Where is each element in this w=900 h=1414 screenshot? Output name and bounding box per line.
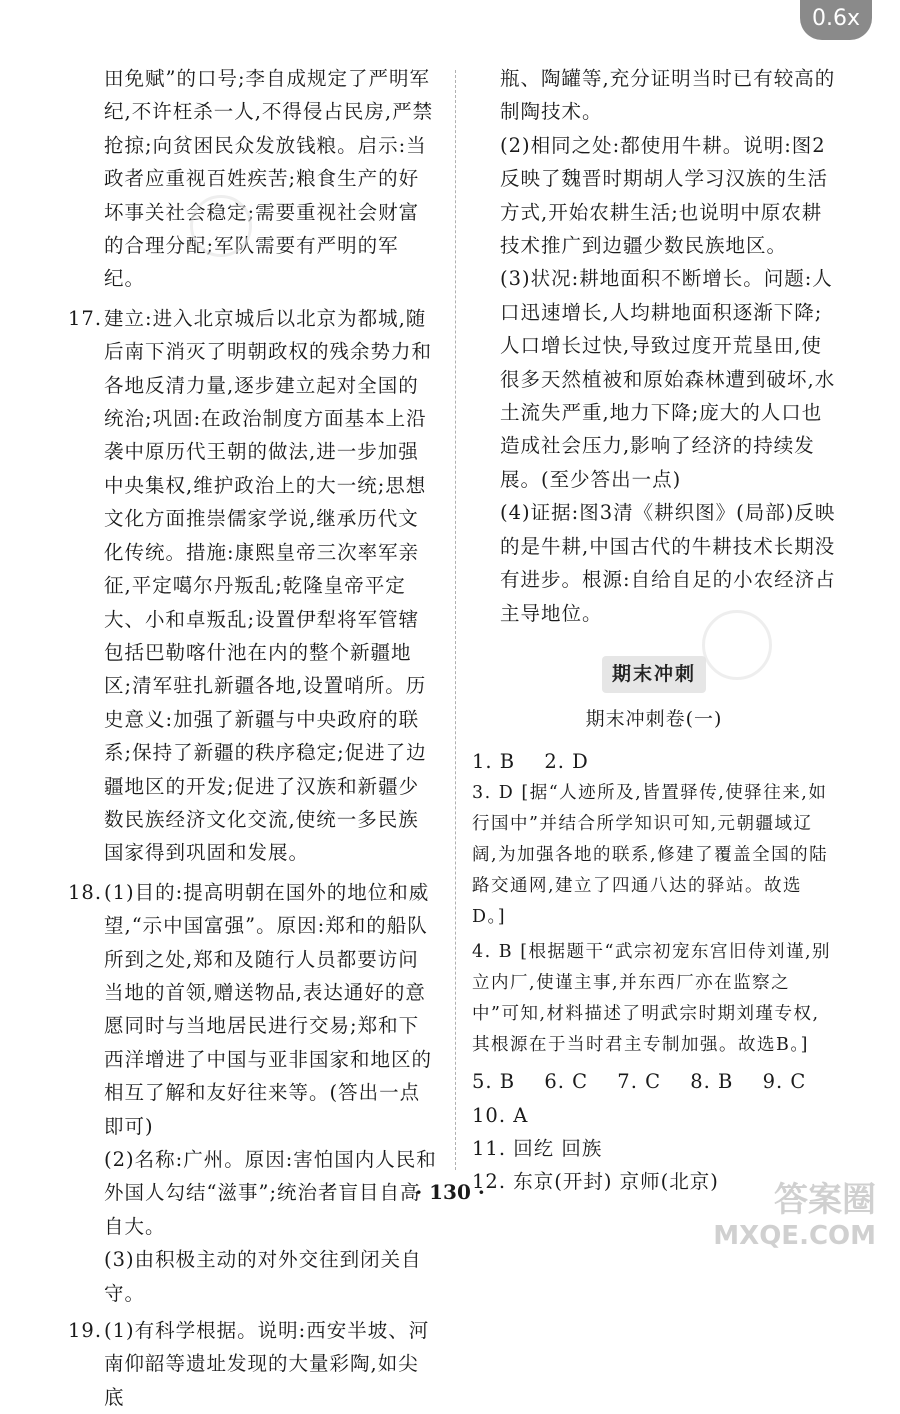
section-title-text: 期末冲刺 [602, 656, 706, 693]
watermark-line-2: MXQE.COM [713, 1221, 876, 1251]
watermark-stamp-icon [702, 610, 772, 680]
answer-18-number: 18. [68, 880, 103, 904]
answer-8: 8. B [690, 1070, 734, 1094]
column-divider [455, 70, 456, 1170]
page-number: · 130 · [415, 1180, 485, 1204]
answer-18-part-3: (3)由积极主动的对外交往到闭关自守。 [104, 1248, 422, 1305]
answer-3-explanation: [据“人迹所及,皆置驿传,使驿往来,如行国中”并结合所学知识可知,元朝疆域辽阔,为加强各地的联系,修建了覆盖全国的陆路交通网,建立了四通八达的驿站。故选D。] [472, 783, 829, 928]
answer-6: 6. C [544, 1070, 589, 1094]
answer-9: 9. C [762, 1070, 807, 1094]
answer-18 [68, 876, 438, 1310]
answers-1-2 [472, 745, 836, 778]
answer-18-part-2: (2)名称:广州。原因:害怕国内人民和外国人勾结“滋事”;统治者盲目自高自大。 [104, 1148, 437, 1238]
answer-18-part-1: (1)目的:提高明朝在国外的地位和威望,“示中国富强”。原因:郑和的船队所到之处,郑和及随行人员都要访问当地的首领,赠送物品,表达通好的意愿同时与当地居民进行交易;郑和下西洋增进了中国与亚非国家和地区的相互了解和友好往来等。(答出一点即可) [104, 880, 433, 1138]
watermark-stamp-icon [190, 195, 252, 257]
answer-17 [68, 302, 438, 870]
watermark-line-1: 答案圈 [774, 1180, 876, 1220]
answer-3-number: 3. D [472, 783, 515, 804]
answer-2: 2. D [544, 749, 589, 773]
answer-4-number: 4. B [472, 942, 514, 963]
answer-17-number: 17. [68, 306, 103, 330]
answers-5-10 [472, 1065, 836, 1132]
answer-19-part-2: (2)相同之处:都使用牛耕。说明:图2反映了魏晋时期胡人学习汉族的生活方式,开始农耕生活;也说明中原农耕技术推广到边疆少数民族地区。 [500, 133, 829, 258]
site-watermark-logo [713, 1182, 876, 1254]
answer-3 [472, 778, 836, 933]
answer-19-part-4: (4)证据:图3清《耕织图》(局部)反映的是牛耕,中国古代的牛耕技术长期没有进步。根源:自给自足的小农经济占主导地位。 [500, 501, 836, 625]
answer-7: 7. C [617, 1070, 662, 1094]
exam-title: 期末冲刺卷(一) [585, 708, 723, 731]
answer-4 [472, 937, 836, 1061]
left-column [68, 62, 438, 1414]
answer-19-continuation: 瓶、陶罐等,充分证明当时已有较高的制陶技术。 [500, 67, 836, 124]
answer-19-text: (1)有科学根据。说明:西安半坡、河南仰韶等遗址发现的大量彩陶,如尖底 [104, 1319, 430, 1409]
answer-19-number: 19. [68, 1319, 103, 1343]
answer-11: 11. 回纥 回族 [472, 1136, 603, 1160]
answer-12: 12. 东京(开封) 京师(北京) [472, 1170, 719, 1194]
q16-continuation: 田免赋”的口号;李自成规定了严明军纪,不许枉杀一人,不得侵占民房,严禁抢掠;向贫困民众发放钱粮。启示:当政者应重视百姓疾苦;粮食生产的好坏事关社会稳定;需要重视社会财富的合理分配;军队需要有严明的军纪。 [104, 67, 434, 291]
answer-17-text: 建立:进入北京城后以北京为都城,随后南下消灭了明朝政权的残余势力和各地反清力量,逐步建立起对全国的统治;巩固:在政治制度方面基本上沿袭中原历代王朝的做法,进一步加强中央集权,维护政治上的大一统;思想文化方面推崇儒家学说,继承历代文化传统。措施:康熙皇帝三次率军亲征,平定噶尔丹叛乱;乾隆皇帝平定大、小和卓叛乱;设置伊犁将军管辖包括巴勒喀什池在内的整个新疆地区;清军驻扎新疆各地,设置哨所。历史意义:加强了新疆与中央政府的联系;保持了新疆的秩序稳定;促进了边疆地区的开发;促进了汉族和新疆少数民族经济文化交流,使统一多民族国家得到巩固和发展。 [104, 306, 433, 865]
answer-19-part-3: (3)状况:耕地面积不断增长。问题:人口迅速增长,人均耕地面积逐渐下降;人口增长过快,导致过度开荒垦田,使很多天然植被和原始森林遭到破坏,水土流失严重,地力下降;庞大的人口也造成社会压力,影响了经济的持续发展。(至少答出一点) [500, 267, 836, 491]
answer-5: 5. B [472, 1070, 516, 1094]
answer-19 [68, 1314, 438, 1414]
answer-4-explanation: [根据题干“武宗初宠东宫旧侍刘谨,别立内厂,使谨主事,并东西厂亦在监察之中”可知,材料描述了明武宗时期刘瑾专权,其根源在于当时君主专制加强。故选B。] [472, 942, 832, 1056]
answer-10: 10. A [472, 1103, 529, 1127]
right-column [472, 62, 836, 1199]
answer-1: 1. B [472, 749, 516, 773]
playback-speed-badge[interactable]: 0.6x [800, 0, 872, 40]
section-title [472, 656, 836, 693]
